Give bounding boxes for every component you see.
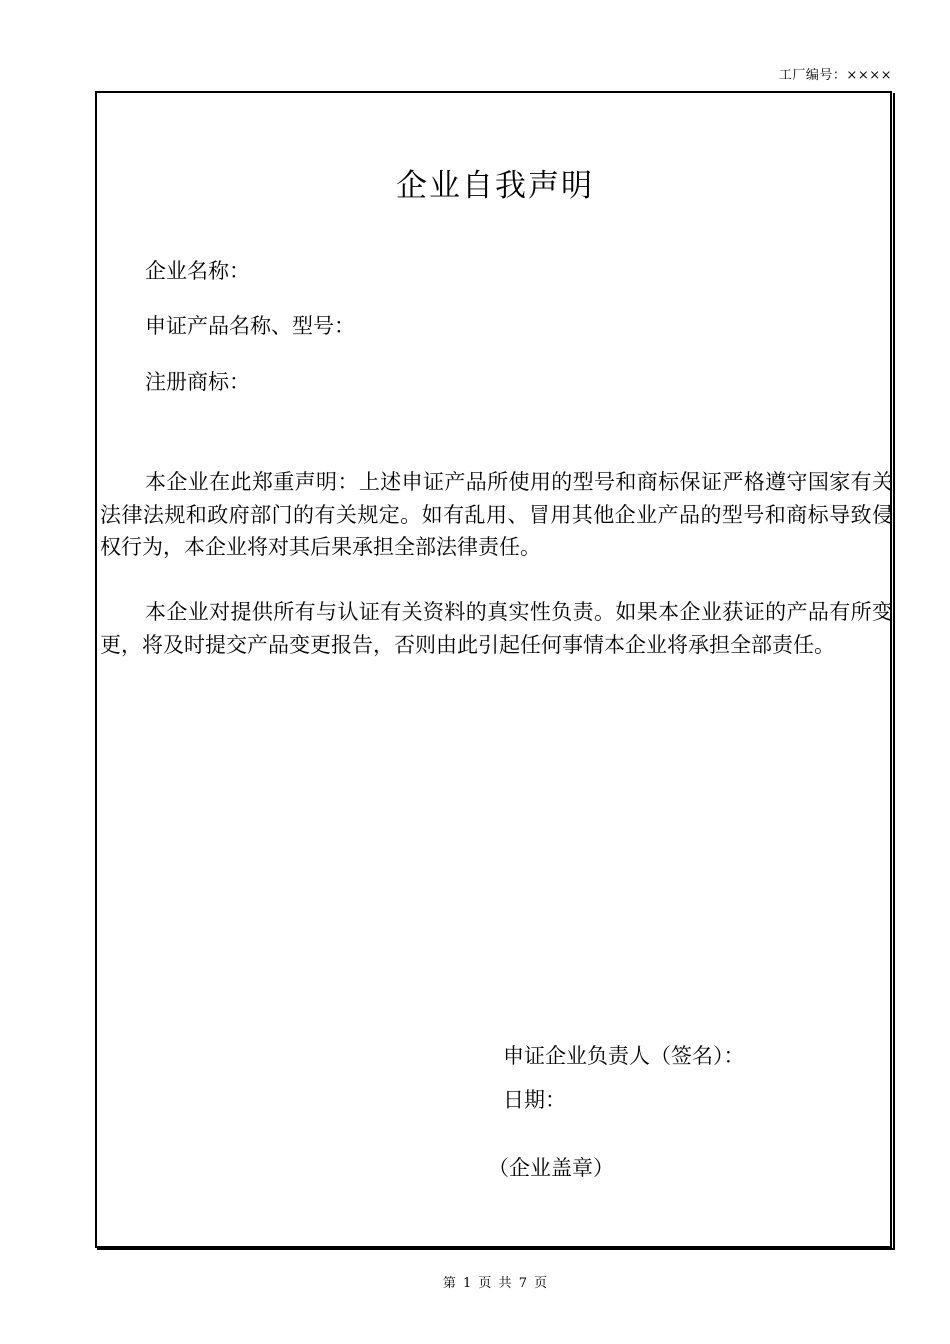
company-name-field: 企业名称： [145, 259, 250, 283]
responsibility-paragraph: 本企业对提供所有与认证有关资料的真实性负责。如果本企业获证的产品有所变更，将及时提交产品变更报告，否则由此引起任何事情本企业将承担全部责任。 [100, 600, 893, 657]
frame-shadow-bottom [97, 1248, 895, 1250]
responsible-person-signature: 申证企业负责人（签名）： [503, 1044, 745, 1068]
document-title: 企业自我声明 [396, 168, 594, 204]
declaration-paragraph: 本企业在此郑重声明：上述申证产品所使用的型号和商标保证严格遵守国家有关法律法规和政府部门的有关规定。如有乱用、冒用其他企业产品的型号和商标导致侵权行为，本企业将对其后果承担全部法律责任。 [100, 470, 893, 559]
company-seal-label: （企业盖章） [488, 1156, 614, 1180]
signature-date: 日期： [503, 1088, 566, 1112]
trademark-field: 注册商标： [145, 370, 250, 394]
frame-shadow-right [893, 93, 895, 1250]
factory-number: 工厂编号：×××× [778, 68, 892, 83]
page-indicator: 第 1 页 共 7 页 [442, 1276, 548, 1291]
product-name-model-field: 申证产品名称、型号： [145, 314, 355, 338]
